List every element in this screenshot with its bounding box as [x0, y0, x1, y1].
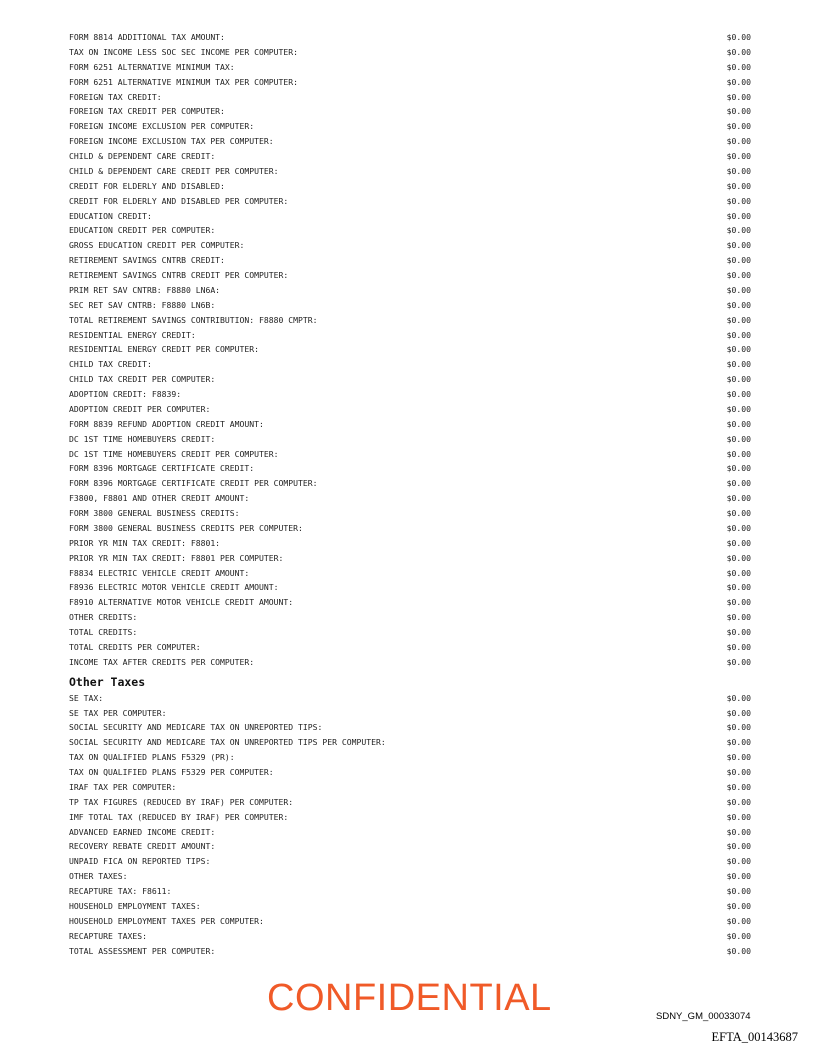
line-item-row — [69, 640, 751, 655]
line-item-amount: $0.00 — [726, 552, 751, 563]
line-item-amount: $0.00 — [726, 582, 751, 593]
line-item-amount: $0.00 — [726, 692, 751, 703]
line-item-amount: $0.00 — [726, 195, 751, 206]
line-item-label: GROSS EDUCATION CREDIT PER COMPUTER: — [69, 240, 245, 251]
line-item-label: RECAPTURE TAXES: — [69, 930, 147, 941]
line-item-row — [69, 750, 751, 765]
line-item-row — [69, 476, 751, 491]
line-item-row — [69, 706, 751, 721]
line-item-label: INCOME TAX AFTER CREDITS PER COMPUTER: — [69, 656, 255, 667]
line-item-row — [69, 536, 751, 551]
line-item-amount: $0.00 — [726, 597, 751, 608]
line-item-row — [69, 506, 751, 521]
line-item-label: FORM 6251 ALTERNATIVE MINIMUM TAX: — [69, 61, 235, 72]
line-item-row — [69, 929, 751, 944]
line-item-amount: $0.00 — [726, 61, 751, 72]
line-item-label: OTHER CREDITS: — [69, 612, 138, 623]
line-item-row — [69, 720, 751, 735]
line-item-label: OTHER TAXES: — [69, 871, 128, 882]
line-item-amount: $0.00 — [726, 255, 751, 266]
line-item-amount: $0.00 — [726, 508, 751, 518]
line-item-row — [69, 75, 751, 90]
line-item-row — [69, 610, 751, 625]
line-item-amount: $0.00 — [726, 567, 751, 578]
line-item-row — [69, 461, 751, 476]
line-item-label: FORM 8396 MORTGAGE CERTIFICATE CREDIT: — [69, 463, 255, 474]
line-item-amount: $0.00 — [726, 945, 751, 956]
line-item-label: TOTAL CREDITS PER COMPUTER: — [69, 641, 201, 652]
line-item-amount: $0.00 — [726, 284, 751, 295]
line-item-amount: $0.00 — [726, 478, 751, 489]
line-item-amount: $0.00 — [726, 151, 751, 161]
line-item-row — [69, 134, 751, 149]
line-item-label: F8910 ALTERNATIVE MOTOR VEHICLE CREDIT AMOUNT: — [69, 597, 294, 608]
line-item-row — [69, 30, 751, 45]
line-item-row — [69, 417, 751, 432]
line-item-label: SOCIAL SECURITY AND MEDICARE TAX ON UNREPORTED TIPS: — [69, 722, 323, 733]
line-item-amount: $0.00 — [726, 418, 751, 429]
efta-number: EFTA_00143687 — [711, 1030, 798, 1044]
line-item-amount: $0.00 — [726, 374, 751, 385]
line-item-label: HOUSEHOLD EMPLOYMENT TAXES PER COMPUTER: — [69, 915, 264, 926]
line-item-row — [69, 342, 751, 357]
line-item-amount: $0.00 — [726, 811, 751, 822]
line-item-label: TOTAL RETIREMENT SAVINGS CONTRIBUTION: F8880 CMPTR: — [69, 314, 318, 325]
line-item-row — [69, 869, 751, 884]
line-item-label: ADVANCED EARNED INCOME CREDIT: — [69, 826, 216, 837]
line-item-row — [69, 521, 751, 536]
line-item-amount: $0.00 — [726, 76, 751, 87]
line-item-label: CHILD TAX CREDIT: — [69, 359, 152, 370]
line-item-label: RETIREMENT SAVINGS CNTRB CREDIT PER COMPUTER: — [69, 270, 289, 280]
line-item-row — [69, 357, 751, 372]
line-item-row — [69, 60, 751, 75]
line-item-row — [69, 283, 751, 298]
line-item-amount: $0.00 — [726, 403, 751, 414]
line-item-row — [69, 595, 751, 610]
line-item-label: DC 1ST TIME HOMEBUYERS CREDIT: — [69, 433, 216, 444]
line-item-label: UNPAID FICA ON REPORTED TIPS: — [69, 856, 211, 867]
line-item-amount: $0.00 — [726, 707, 751, 718]
line-item-row — [69, 328, 751, 343]
line-item-amount: $0.00 — [726, 493, 751, 504]
line-item-row — [69, 765, 751, 780]
line-item-amount: $0.00 — [726, 871, 751, 882]
line-item-amount: $0.00 — [726, 433, 751, 444]
line-item-amount: $0.00 — [726, 165, 751, 176]
line-item-amount: $0.00 — [726, 522, 751, 533]
line-item-label: RECAPTURE TAX: F8611: — [69, 886, 172, 896]
line-item-label: FORM 8839 REFUND ADOPTION CREDIT AMOUNT: — [69, 418, 264, 429]
line-item-row — [69, 899, 751, 914]
line-item-label: SOCIAL SECURITY AND MEDICARE TAX ON UNREPORTED TIPS PER COMPUTER: — [69, 737, 386, 748]
line-item-amount: $0.00 — [726, 180, 751, 191]
line-item-label: F8834 ELECTRIC VEHICLE CREDIT AMOUNT: — [69, 567, 250, 578]
line-item-row — [69, 551, 751, 566]
line-item-label: CREDIT FOR ELDERLY AND DISABLED PER COMPUTER: — [69, 195, 289, 206]
line-item-amount: $0.00 — [726, 900, 751, 911]
line-item-row — [69, 164, 751, 179]
line-item-row — [69, 655, 751, 670]
line-item-label: F8936 ELECTRIC MOTOR VEHICLE CREDIT AMOUNT: — [69, 582, 279, 593]
line-item-label: FORM 8396 MORTGAGE CERTIFICATE CREDIT PER COMPUTER: — [69, 478, 318, 489]
line-item-row — [69, 372, 751, 387]
line-item-label: CREDIT FOR ELDERLY AND DISABLED: — [69, 180, 225, 191]
transcript-page — [69, 30, 751, 958]
line-item-label: TP TAX FIGURES (REDUCED BY IRAF) PER COMPUTER: — [69, 796, 294, 807]
line-item-row — [69, 780, 751, 795]
line-item-amount: $0.00 — [726, 627, 751, 637]
line-item-row — [69, 566, 751, 581]
line-item-row — [69, 268, 751, 283]
line-item-row — [69, 491, 751, 506]
line-item-label: FOREIGN INCOME EXCLUSION PER COMPUTER: — [69, 121, 255, 132]
line-item-amount: $0.00 — [726, 752, 751, 763]
line-item-label: EDUCATION CREDIT: — [69, 210, 152, 221]
other-taxes-list — [69, 691, 751, 959]
confidential-stamp: CONFIDENTIAL — [267, 977, 552, 1019]
line-item-amount: $0.00 — [726, 314, 751, 325]
line-item-amount: $0.00 — [726, 389, 751, 399]
line-item-amount: $0.00 — [726, 915, 751, 926]
line-item-row — [69, 795, 751, 810]
line-item-amount: $0.00 — [726, 930, 751, 941]
line-item-row — [69, 90, 751, 105]
line-item-row — [69, 580, 751, 595]
line-item-row — [69, 298, 751, 313]
line-item-label: TAX ON QUALIFIED PLANS F5329 PER COMPUTER: — [69, 767, 274, 777]
line-item-amount: $0.00 — [726, 656, 751, 667]
credits-list — [69, 30, 751, 670]
line-item-label: FORM 6251 ALTERNATIVE MINIMUM TAX PER COMPUTER: — [69, 76, 299, 87]
line-item-row — [69, 223, 751, 238]
line-item-amount: $0.00 — [726, 210, 751, 221]
line-item-label: TOTAL CREDITS: — [69, 627, 138, 637]
line-item-amount: $0.00 — [726, 121, 751, 132]
line-item-row — [69, 253, 751, 268]
line-item-amount: $0.00 — [726, 641, 751, 652]
line-item-amount: $0.00 — [726, 886, 751, 896]
line-item-row — [69, 825, 751, 840]
line-item-label: RETIREMENT SAVINGS CNTRB CREDIT: — [69, 255, 225, 266]
line-item-amount: $0.00 — [726, 32, 751, 42]
line-item-row — [69, 119, 751, 134]
line-item-row — [69, 402, 751, 417]
line-item-row — [69, 691, 751, 706]
line-item-amount: $0.00 — [726, 136, 751, 147]
line-item-row — [69, 149, 751, 164]
line-item-amount: $0.00 — [726, 344, 751, 355]
line-item-amount: $0.00 — [726, 106, 751, 117]
line-item-row — [69, 209, 751, 224]
line-item-label: CHILD & DEPENDENT CARE CREDIT: — [69, 151, 216, 161]
line-item-label: SEC RET SAV CNTRB: F8880 LN6B: — [69, 299, 216, 310]
line-item-label: TAX ON INCOME LESS SOC SEC INCOME PER COMPUTER: — [69, 46, 299, 57]
line-item-label: RESIDENTIAL ENERGY CREDIT: — [69, 329, 196, 340]
line-item-row — [69, 884, 751, 899]
line-item-label: TAX ON QUALIFIED PLANS F5329 (PR): — [69, 752, 235, 763]
line-item-amount: $0.00 — [726, 612, 751, 623]
line-item-label: RESIDENTIAL ENERGY CREDIT PER COMPUTER: — [69, 344, 260, 355]
line-item-amount: $0.00 — [726, 448, 751, 459]
line-item-label: FOREIGN INCOME EXCLUSION TAX PER COMPUTER: — [69, 136, 274, 147]
line-item-label: SE TAX PER COMPUTER: — [69, 707, 167, 718]
line-item-amount: $0.00 — [726, 781, 751, 792]
line-item-amount: $0.00 — [726, 767, 751, 777]
line-item-amount: $0.00 — [726, 463, 751, 474]
line-item-label: FORM 3800 GENERAL BUSINESS CREDITS: — [69, 508, 240, 518]
line-item-row — [69, 194, 751, 209]
line-item-amount: $0.00 — [726, 91, 751, 102]
line-item-label: F3800, F8801 AND OTHER CREDIT AMOUNT: — [69, 493, 250, 504]
line-item-amount: $0.00 — [726, 225, 751, 236]
line-item-label: SE TAX: — [69, 692, 104, 703]
line-item-amount: $0.00 — [726, 722, 751, 733]
line-item-label: TOTAL ASSESSMENT PER COMPUTER: — [69, 945, 216, 956]
line-item-amount: $0.00 — [726, 359, 751, 370]
line-item-label: EDUCATION CREDIT PER COMPUTER: — [69, 225, 216, 236]
line-item-row — [69, 914, 751, 929]
line-item-label: IRAF TAX PER COMPUTER: — [69, 781, 177, 792]
line-item-amount: $0.00 — [726, 737, 751, 748]
line-item-row — [69, 447, 751, 462]
line-item-amount: $0.00 — [726, 329, 751, 340]
line-item-label: FOREIGN TAX CREDIT: — [69, 91, 162, 102]
line-item-label: ADOPTION CREDIT: F8839: — [69, 389, 182, 399]
line-item-label: RECOVERY REBATE CREDIT AMOUNT: — [69, 841, 216, 852]
line-item-amount: $0.00 — [726, 826, 751, 837]
line-item-label: IMF TOTAL TAX (REDUCED BY IRAF) PER COMPUTER: — [69, 811, 289, 822]
line-item-row — [69, 854, 751, 869]
section-heading-other-taxes: Other Taxes — [69, 674, 146, 689]
line-item-row — [69, 238, 751, 253]
bates-number: SDNY_GM_00033074 — [656, 1011, 751, 1022]
line-item-amount: $0.00 — [726, 299, 751, 310]
line-item-label: DC 1ST TIME HOMEBUYERS CREDIT PER COMPUTER: — [69, 448, 279, 459]
line-item-label: ADOPTION CREDIT PER COMPUTER: — [69, 403, 211, 414]
line-item-row — [69, 387, 751, 402]
line-item-label: FORM 8814 ADDITIONAL TAX AMOUNT: — [69, 32, 225, 42]
line-item-row — [69, 944, 751, 959]
line-item-amount: $0.00 — [726, 240, 751, 251]
line-item-row — [69, 313, 751, 328]
line-item-row — [69, 735, 751, 750]
line-item-row — [69, 45, 751, 60]
line-item-row — [69, 625, 751, 640]
line-item-amount: $0.00 — [726, 270, 751, 280]
line-item-amount: $0.00 — [726, 537, 751, 548]
line-item-amount: $0.00 — [726, 46, 751, 57]
line-item-label: PRIOR YR MIN TAX CREDIT: F8801: — [69, 537, 221, 548]
line-item-label: PRIOR YR MIN TAX CREDIT: F8801 PER COMPUTER: — [69, 552, 284, 563]
line-item-label: CHILD & DEPENDENT CARE CREDIT PER COMPUTER: — [69, 165, 279, 176]
line-item-label: CHILD TAX CREDIT PER COMPUTER: — [69, 374, 216, 385]
line-item-label: FOREIGN TAX CREDIT PER COMPUTER: — [69, 106, 225, 117]
line-item-row — [69, 179, 751, 194]
line-item-label: PRIM RET SAV CNTRB: F8880 LN6A: — [69, 284, 221, 295]
line-item-row — [69, 432, 751, 447]
line-item-amount: $0.00 — [726, 856, 751, 867]
line-item-amount: $0.00 — [726, 841, 751, 852]
line-item-row — [69, 104, 751, 119]
line-item-label: HOUSEHOLD EMPLOYMENT TAXES: — [69, 900, 201, 911]
line-item-label: FORM 3800 GENERAL BUSINESS CREDITS PER COMPUTER: — [69, 522, 303, 533]
line-item-row — [69, 810, 751, 825]
line-item-amount: $0.00 — [726, 796, 751, 807]
line-item-row — [69, 839, 751, 854]
